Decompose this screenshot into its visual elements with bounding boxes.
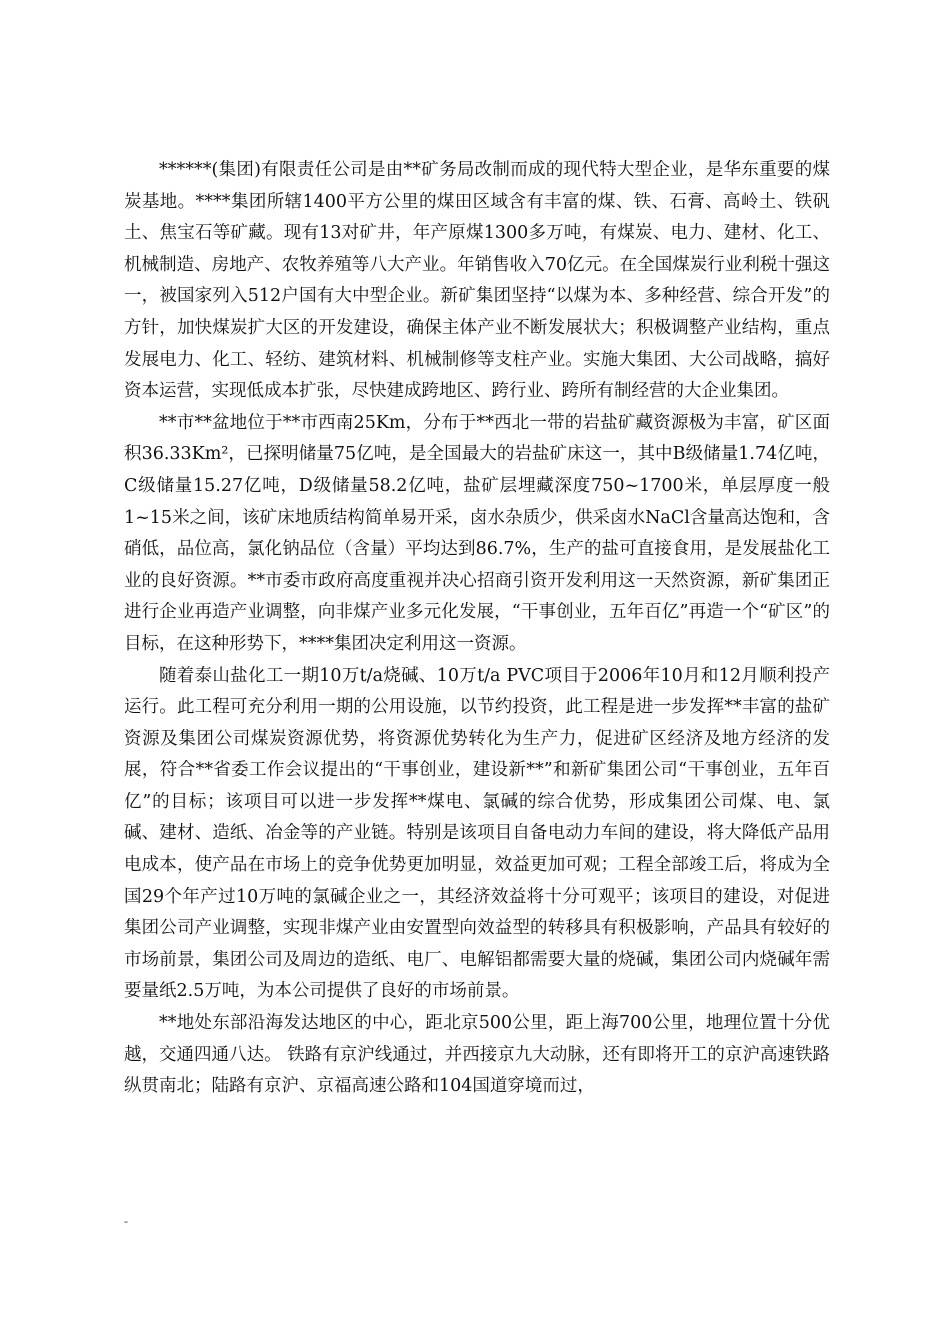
page-footer-mark: - bbox=[124, 1214, 128, 1228]
paragraph-location: **地处东部沿海发达地区的中心，距北京500公里，距上海700公里，地理位置十分优越，交通四通八达。 铁路有京沪线通过，并西接京九大动脉，还有即将开工的京沪高速铁路纵贯南北；陆路有京沪、京福高速公路和104国道穿境而过， bbox=[124, 1013, 830, 1097]
paragraph-project-background: 随着泰山盐化工一期10万t/a烧碱、10万t/a PVC项目于2006年10月和12月顺利投产运行。此工程可充分利用一期的公用设施，以节约投资，此工程是进一步发挥**丰富的盐矿资源及集团公司煤炭资源优势，将资源优势转化为生产力，促进矿区经济及地方经济的发展，符合**省委工作会议提出的“干事创业，建设新**”和新矿集团公司“干事创业，五年百亿”的目标；该项目可以进一步发挥**煤电、氯碱的综合优势，形成集团公司煤、电、氯碱、建材、造纸、冶金等的产业链。特别是该项目自备电动力车间的建设，将大降低产品用电成本，使产品在市场上的竞争优势更加明显，效益更加可观；工程全部竣工后，将成为全国29个年产过10万吨的氯碱企业之一，其经济效益将十分可观平；该项目的建设，对促进集团公司产业调整，实现非煤产业由安置型向效益型的转移具有积极影响，产品具有较好的市场前景，集团公司及周边的造纸、电厂、电解铝都需要大量的烧碱，集团公司内烧碱年需要量纸2.5万吨，为本公司提供了良好的市场前景。 bbox=[124, 665, 830, 1002]
paragraph-salt-basin: **市**盆地位于**市西南25Km，分布于**西北一带的岩盐矿藏资源极为丰富，矿区面积36.33Km²，已探明储量75亿吨，是全国最大的岩盐矿床这一，其中B级储量1.74亿吨，C级储量15.27亿吨，D级储量58.2亿吨，盐矿层埋藏深度750~1700米，单层厚度一般1~15米之间，该矿床地质结构简单易开采，卤水杂质少，供采卤水NaCl含量高达饱和，含硝低，品位高，氯化钠品位（含量）平均达到86.7%，生产的盐可直接食用，是发展盐化工业的良好资源。**市委市政府高度重视并决心招商引资开发利用这一天然资源，新矿集团正进行企业再造产业调整，向非煤产业多元化发展，“干事创业，五年百亿”再造一个“矿区”的目标，在这种形势下，****集团决定利用这一资源。 bbox=[124, 412, 830, 654]
document-body bbox=[124, 155, 830, 1103]
paragraph-company-intro: ******(集团)有限责任公司是由**矿务局改制而成的现代特大型企业，是华东重要的煤炭基地。****集团所辖1400平方公里的煤田区域含有丰富的煤、铁、石膏、高岭土、铁矾土、焦宝石等矿藏。现有13对矿井，年产原煤1300多万吨，有煤炭、电力、建材、化工、机械制造、房地产、农牧养殖等八大产业。年销售收入70亿元。在全国煤炭行业利税十强这一，被国家列入512户国有大中型企业。新矿集团坚持“以煤为本、多种经营、综合开发”的方针，加快煤炭扩大区的开发建设，确保主体产业不断发展状大；积极调整产业结构，重点发展电力、化工、轻纺、建筑材料、机械制修等支柱产业。实施大集团、大公司战略，搞好资本运营，实现低成本扩张，尽快建成跨地区、跨行业、跨所有制经营的大企业集团。 bbox=[124, 160, 830, 402]
